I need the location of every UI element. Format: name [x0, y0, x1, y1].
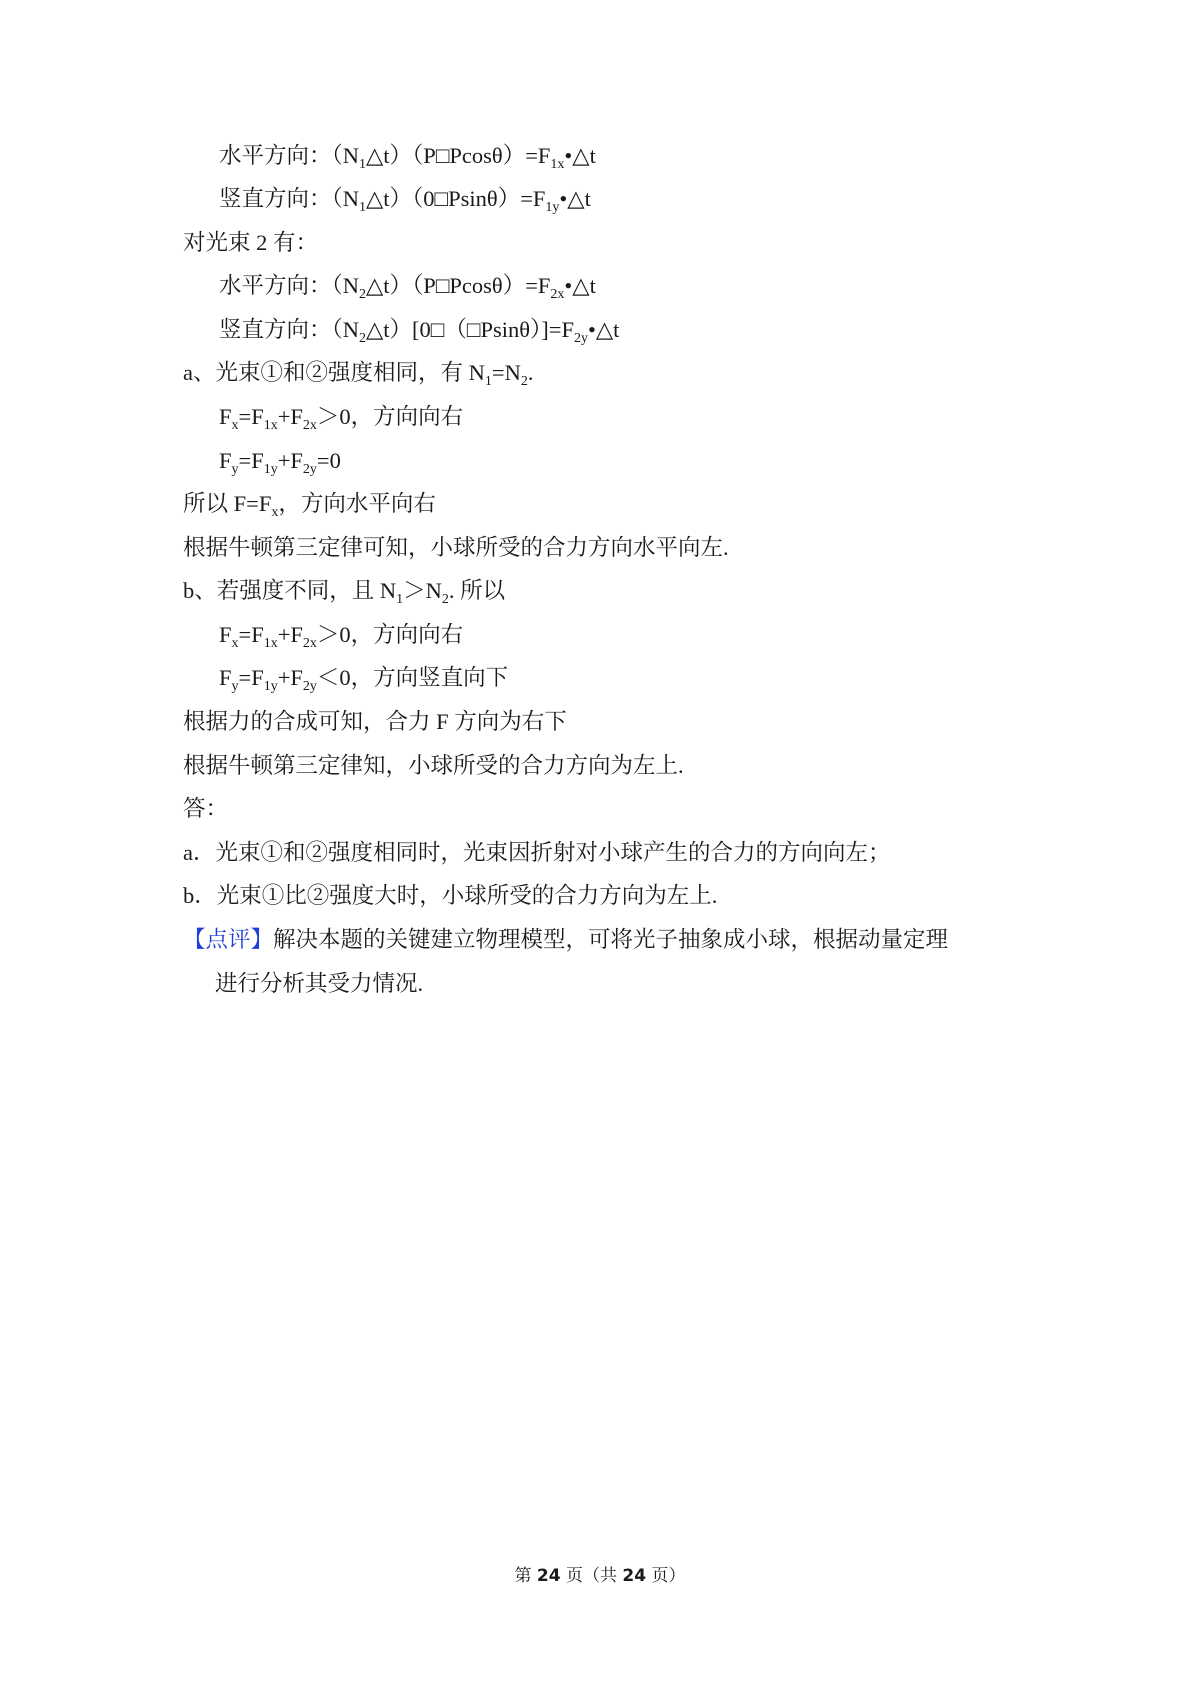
case-b-fy-equation: $F_y=F_{1y}+F_{2y}<0$，方向竖直向下 — [219, 665, 509, 694]
horizontal-equation-beam-1: 水平方向：$(N_1\triangle t)(P□Pcos\theta)=F_{1x}•\triangle t$ — [219, 143, 596, 172]
answer-heading: 答： — [183, 796, 229, 821]
review-tag: 【点评】 — [183, 927, 274, 952]
case-b-statement: b、若强度不同，且 $N_1>N_2$. 所以 — [183, 578, 506, 607]
answer-a: a．光束①和②强度相同时，光束因折射对小球产生的合力的方向向左； — [183, 840, 891, 865]
review-comment: 【点评】解决本题的关键建立物理模型，可将光子抽象成小球，根据动量定理 — [183, 927, 949, 952]
vertical-equation-beam-1: 竖直方向：$(N_1\triangle t)(0□Psin\theta)=F_{1y}•\triangle t$ — [219, 186, 591, 215]
beam-2-heading: 对光束 2 有： — [183, 230, 319, 255]
total-pages: 24 — [622, 1566, 647, 1586]
case-a-newton-third-law: 根据牛顿第三定律可知，小球所受的合力方向水平向左. — [183, 535, 729, 560]
case-b-fx-equation: $F_x=F_{1x}+F_{2x}>0$，方向向右 — [219, 622, 464, 651]
page-footer: 第 24 页（共 24 页） — [514, 1566, 686, 1586]
case-b-force-composition: 根据力的合成可知，合力 F 方向为右下 — [183, 709, 567, 734]
horizontal-equation-beam-2: 水平方向：$(N_2\triangle t)(P□Pcos\theta)=F_{2x}•\triangle t$ — [219, 273, 596, 302]
answer-b: b．光束①比②强度大时，小球所受的合力方向为左上. — [183, 883, 718, 908]
vertical-equation-beam-2: 竖直方向：$(N_2\triangle t)[0□(□Psin\theta)]=F_{2y}•\triangle t$ — [219, 317, 620, 346]
case-b-newton-third-law: 根据牛顿第三定律知，小球所受的合力方向为左上. — [183, 753, 684, 778]
case-a-fx-equation: $F_x=F_{1x}+F_{2x}>0$，方向向右 — [219, 404, 464, 433]
review-comment-continuation: 进行分析其受力情况. — [215, 971, 424, 996]
case-a-statement: a、光束①和②强度相同，有 $N_1=N_2$. — [183, 360, 534, 389]
page-number: 24 — [536, 1566, 561, 1586]
case-a-conclusion: 所以 $F=F_x$，方向水平向右 — [183, 491, 436, 520]
case-a-fy-equation: $F_y=F_{1y}+F_{2y}=0$ — [219, 448, 341, 477]
